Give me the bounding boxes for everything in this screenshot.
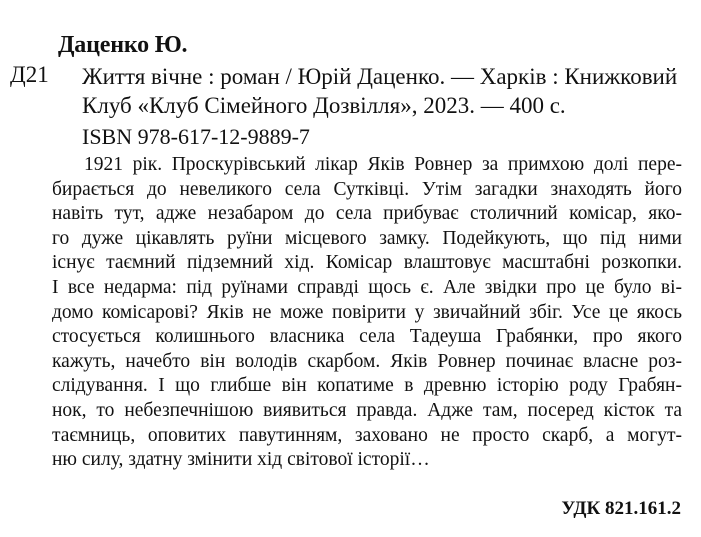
annotation: [52, 153, 682, 473]
annotation-line: 1921 рік. Проскурівський лікар Яків Ровнер за примхою долі пере-: [84, 154, 682, 175]
annotation-line: навіть тут, адже незабаром до села прибуває столичний комісар, яко-: [52, 203, 682, 225]
author-mark: Д21: [10, 62, 49, 87]
author-heading: Даценко Ю.: [58, 32, 188, 58]
bibliographic-line: Життя вічне : роман / Юрій Даценко. — Харків : Книжковий: [82, 64, 678, 89]
annotation-line: нок, то небезпечнішою виявиться правда. Адже там, посеред кісток та: [52, 399, 682, 421]
annotation-line: ню силу, здатну змінити хід світової історії…: [52, 449, 430, 471]
bibliographic-line: Клуб «Клуб Сімейного Дозвілля», 2023. — 400 с.: [82, 93, 566, 118]
bibliographic-description: [82, 62, 682, 120]
annotation-line: таємниць, оповитих павутинням, заховано не просто скарб, а могут-: [52, 424, 682, 446]
annotation-line: домо комісарові? Яків не може повірити у звичайний збіг. Усе це якось: [52, 301, 682, 323]
annotation-line: існує таємний підземний хід. Комісар влаштовує масштабні розкопки.: [52, 252, 682, 274]
udc-code: УДК 821.161.2: [561, 498, 681, 519]
isbn: ISBN 978-617-12-9889-7: [82, 124, 310, 149]
annotation-line: слідування. І що глибше він копатиме в древню історію роду Грабян-: [52, 375, 682, 397]
annotation-line: го дуже цікавлять руїни місцевого замку. Подейкують, що під ними: [52, 227, 682, 249]
annotation-line: стосується колишнього власника села Тадеуша Грабянки, про якого: [52, 326, 682, 348]
annotation-line: І все недарма: під руїнами справді щось є. Але звідки про це було ві-: [52, 276, 682, 298]
annotation-line: кажуть, начебто він володів скарбом. Яків Ровнер починає власне роз-: [52, 350, 682, 372]
annotation-line: бирається до невеликого села Сутківці. Утім загадки знаходять його: [52, 178, 682, 200]
